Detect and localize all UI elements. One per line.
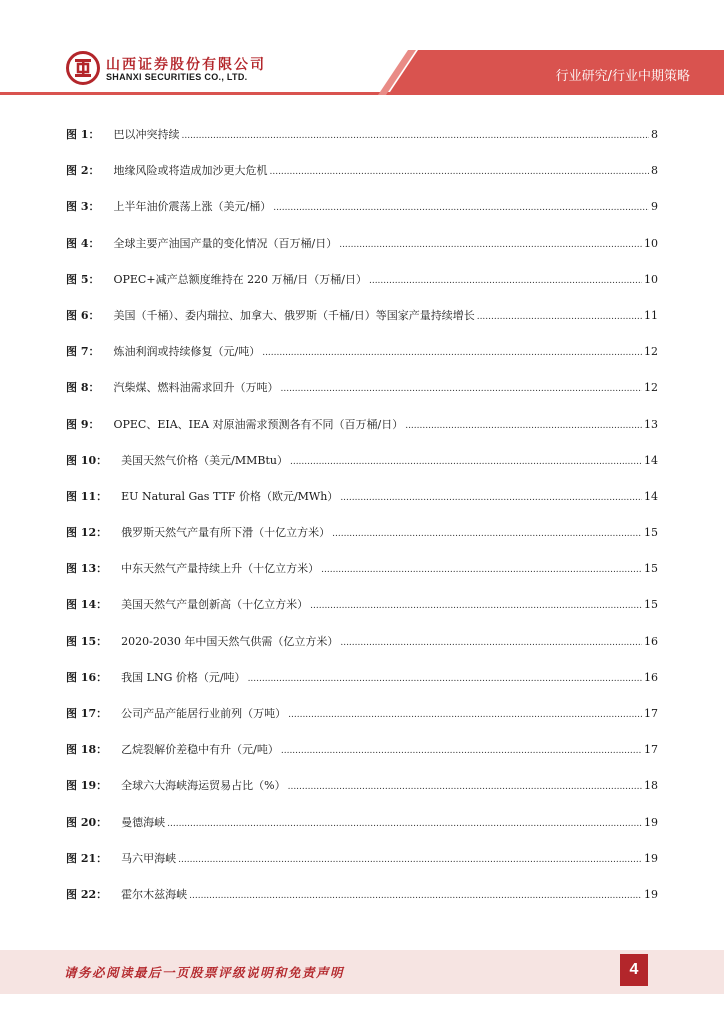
figure-number: 图 17： bbox=[66, 707, 108, 720]
toc-entry[interactable] bbox=[66, 560, 658, 596]
page-ref: 17 bbox=[644, 707, 658, 720]
toc-entry[interactable] bbox=[66, 198, 658, 234]
figure-number: 图 21： bbox=[66, 851, 108, 865]
figure-title: 上半年油价震荡上涨（美元/桶） bbox=[113, 200, 272, 214]
toc-entry[interactable] bbox=[66, 524, 658, 560]
figure-title: 美国天然气价格（美元/MMBtu） bbox=[121, 453, 288, 467]
figure-number: 图 11： bbox=[66, 489, 108, 503]
figure-number: 图 6： bbox=[66, 308, 100, 322]
toc-entry[interactable] bbox=[66, 343, 658, 379]
page-ref: 18 bbox=[644, 779, 658, 793]
figure-title: 全球主要产油国产量的变化情况（百万桶/日） bbox=[113, 236, 338, 250]
page-ref: 14 bbox=[644, 489, 658, 503]
dot-leader bbox=[405, 416, 642, 435]
page-ref: 17 bbox=[644, 743, 658, 757]
dot-leader bbox=[369, 271, 642, 290]
page-ref: 12 bbox=[644, 381, 658, 395]
toc-entry[interactable] bbox=[66, 235, 658, 271]
header-banner bbox=[0, 0, 724, 100]
toc-entry[interactable] bbox=[66, 705, 658, 741]
company-name-cn: 山西证券股份有限公司 bbox=[106, 57, 266, 73]
disclaimer-notice: 请务必阅读最后一页股票评级说明和免责声明 bbox=[64, 965, 345, 980]
figure-number: 图 10： bbox=[66, 453, 108, 467]
page-ref: 16 bbox=[644, 670, 658, 684]
dot-leader bbox=[339, 235, 642, 254]
figure-title: EU Natural Gas TTF 价格（欧元/MWh） bbox=[121, 489, 339, 503]
figure-number: 图 16： bbox=[66, 670, 108, 684]
figure-number: 图 20： bbox=[66, 815, 108, 829]
toc-entry[interactable] bbox=[66, 452, 658, 488]
figure-number: 图 4： bbox=[66, 236, 100, 250]
page-ref: 13 bbox=[644, 417, 658, 431]
toc-entry[interactable] bbox=[66, 886, 658, 922]
shanxi-securities-logo-icon bbox=[66, 51, 100, 85]
dot-leader bbox=[340, 488, 642, 507]
dot-leader bbox=[167, 814, 642, 833]
company-name-en: SHANXI SECURITIES CO., LTD. bbox=[106, 72, 248, 82]
dot-leader bbox=[181, 126, 649, 145]
dot-leader bbox=[281, 741, 642, 760]
figure-number: 图 5： bbox=[66, 272, 100, 286]
toc-entry[interactable] bbox=[66, 814, 658, 850]
figure-number: 图 12： bbox=[66, 526, 108, 540]
figure-title: 俄罗斯天然气产量有所下滑（十亿立方米） bbox=[121, 526, 331, 540]
figure-title: 美国天然气产量创新高（十亿立方米） bbox=[121, 598, 309, 612]
dot-leader bbox=[269, 162, 649, 181]
report-category: 行业研究/行业中期策略 bbox=[555, 69, 690, 84]
dot-leader bbox=[310, 596, 642, 615]
figure-number: 图 18： bbox=[66, 743, 108, 757]
figure-index bbox=[66, 126, 658, 922]
figure-title: 乙烷裂解价差稳中有升（元/吨） bbox=[121, 743, 279, 757]
toc-entry[interactable] bbox=[66, 271, 658, 307]
toc-entry[interactable] bbox=[66, 307, 658, 343]
page-ref: 11 bbox=[644, 308, 658, 322]
dot-leader bbox=[189, 886, 642, 905]
figure-title: 汽柴煤、燃料油需求回升（万吨） bbox=[113, 381, 279, 395]
figure-number: 图 15： bbox=[66, 634, 108, 648]
figure-number: 图 1： bbox=[66, 128, 100, 141]
toc-entry[interactable] bbox=[66, 741, 658, 777]
dot-leader bbox=[477, 307, 642, 326]
figure-title: 曼德海峡 bbox=[121, 815, 166, 829]
page-ref: 9 bbox=[651, 200, 658, 214]
toc-entry[interactable] bbox=[66, 379, 658, 415]
page-ref: 19 bbox=[644, 815, 658, 829]
dot-leader bbox=[262, 343, 642, 362]
toc-entry[interactable] bbox=[66, 488, 658, 524]
figure-title: 全球六大海峡海运贸易占比（%） bbox=[121, 779, 286, 793]
page-ref: 19 bbox=[644, 887, 658, 901]
figure-title: 中东天然气产量持续上升（十亿立方米） bbox=[121, 562, 320, 576]
dot-leader bbox=[288, 777, 642, 796]
dot-leader bbox=[321, 560, 642, 579]
page-ref: 8 bbox=[651, 128, 658, 141]
dot-leader bbox=[280, 379, 642, 398]
page-ref: 15 bbox=[644, 598, 658, 612]
figure-title: 美国（千桶）、委内瑞拉、加拿大、俄罗斯（千桶/日）等国家产量持续增长 bbox=[113, 308, 475, 322]
dot-leader bbox=[332, 524, 642, 543]
toc-entry[interactable] bbox=[66, 162, 658, 198]
toc-entry[interactable] bbox=[66, 416, 658, 452]
dot-leader bbox=[273, 198, 649, 217]
dot-leader bbox=[288, 705, 642, 724]
dot-leader bbox=[178, 850, 642, 869]
figure-title: OPEC、EIA、IEA 对原油需求预测各有不同（百万桶/日） bbox=[113, 417, 404, 431]
page-header bbox=[0, 0, 724, 100]
page-ref: 16 bbox=[644, 634, 658, 648]
page-ref: 15 bbox=[644, 526, 658, 540]
dot-leader bbox=[290, 452, 642, 471]
figure-title: 地缘风险或将造成加沙更大危机 bbox=[113, 164, 268, 178]
page-ref: 14 bbox=[644, 453, 658, 467]
dot-leader bbox=[248, 669, 642, 688]
figure-title: 马六甲海峡 bbox=[121, 851, 177, 865]
figure-number: 图 13： bbox=[66, 562, 108, 576]
page-ref: 8 bbox=[651, 164, 658, 178]
toc-entry[interactable] bbox=[66, 596, 658, 632]
figure-number: 图 7： bbox=[66, 345, 100, 359]
dot-leader bbox=[340, 633, 642, 652]
page-ref: 19 bbox=[644, 851, 658, 865]
figure-number: 图 14： bbox=[66, 598, 108, 612]
figure-title: 我国 LNG 价格（元/吨） bbox=[121, 670, 246, 684]
figure-title: 2020-2030 年中国天然气供需（亿立方米） bbox=[121, 634, 339, 648]
figure-number: 图 8： bbox=[66, 381, 100, 395]
figure-number: 图 2： bbox=[66, 164, 100, 178]
figure-number: 图 22： bbox=[66, 887, 108, 901]
figure-title: OPEC+减产总额度维持在 220 万桶/日（万桶/日） bbox=[113, 272, 367, 286]
page-ref: 15 bbox=[644, 562, 658, 576]
toc-entry[interactable] bbox=[66, 633, 658, 669]
toc-entry[interactable] bbox=[66, 669, 658, 705]
figure-title: 公司产品产能居行业前列（万吨） bbox=[121, 707, 287, 720]
toc-entry[interactable] bbox=[66, 850, 658, 886]
figure-title: 霍尔木兹海峡 bbox=[121, 887, 188, 901]
toc-entry[interactable] bbox=[66, 777, 658, 813]
page-ref: 12 bbox=[644, 345, 658, 359]
page-number: 4 bbox=[620, 954, 648, 986]
toc-entry[interactable] bbox=[66, 126, 658, 162]
figure-title: 巴以冲突持续 bbox=[113, 128, 180, 141]
figure-number: 图 9： bbox=[66, 417, 100, 431]
figure-number: 图 3： bbox=[66, 200, 100, 214]
page-ref: 10 bbox=[644, 236, 658, 250]
figure-title: 炼油利润或持续修复（元/吨） bbox=[113, 345, 261, 359]
figure-number: 图 19： bbox=[66, 779, 108, 793]
page-ref: 10 bbox=[644, 272, 658, 286]
